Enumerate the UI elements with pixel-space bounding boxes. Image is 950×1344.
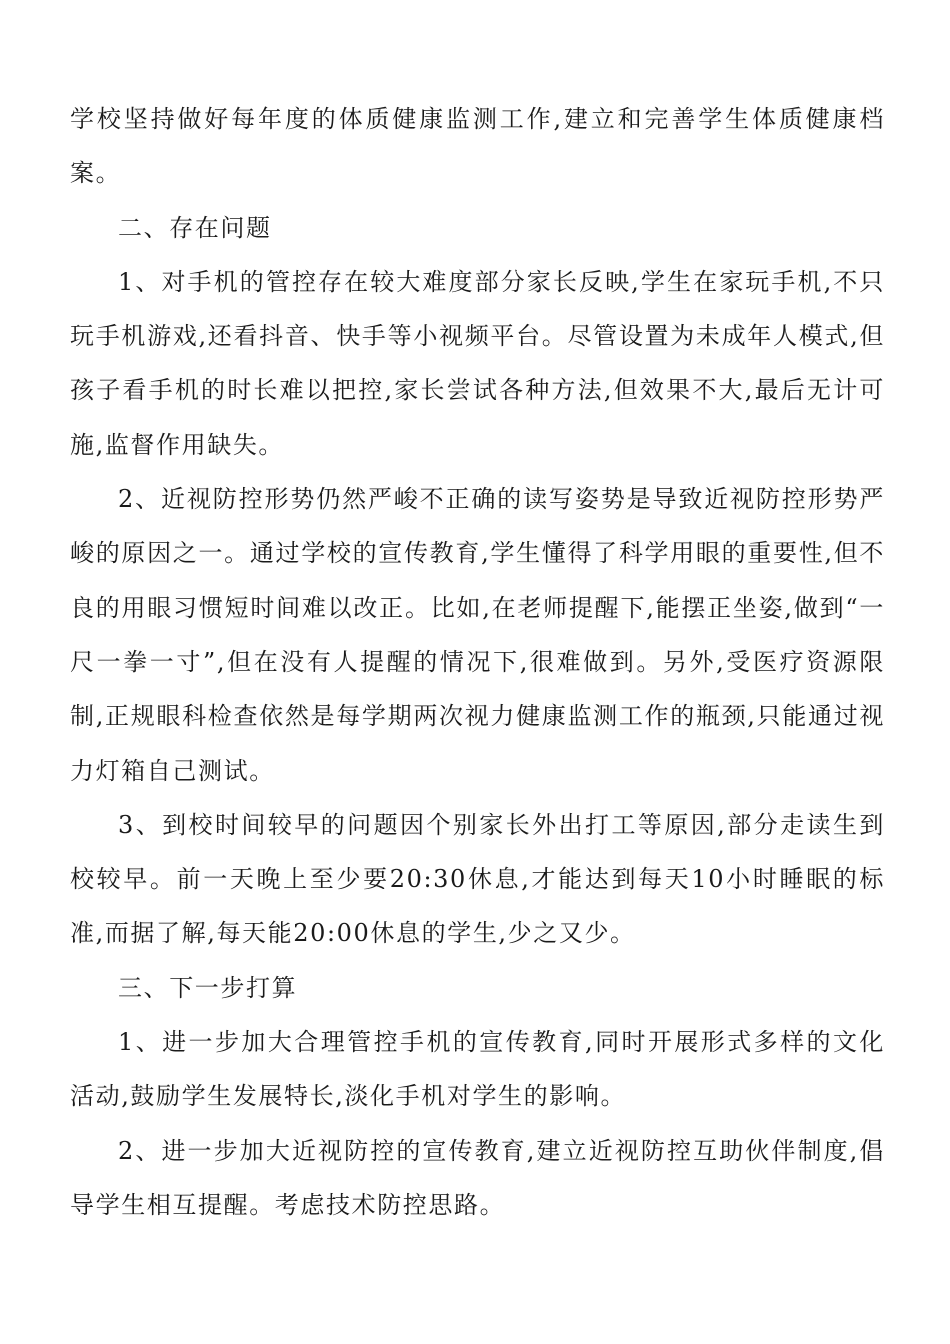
paragraph-phone-control: 1、对手机的管控存在较大难度部分家长反映,学生在家玩手机,不只玩手机游戏,还看抖音、快手等小视频平台。尽管设置为未成年人模式,但孩子看手机的时长难以把控,家长尝试各种方法,但效果不大,最后无计可施,监督作用缺失。 xyxy=(70,267,885,459)
document-body xyxy=(70,92,885,1232)
paragraph-next-step-myopia: 2、进一步加大近视防控的宣传教育,建立近视防控互助伙伴制度,倡导学生相互提醒。考虑技术防控思路。 xyxy=(70,1136,885,1219)
paragraph-next-step-phone: 1、进一步加大合理管控手机的宣传教育,同时开展形式多样的文化活动,鼓励学生发展特长,淡化手机对学生的影响。 xyxy=(70,1028,885,1111)
paragraph-early-arrival: 3、到校时间较早的问题因个别家长外出打工等原因,部分走读生到校较早。前一天晚上至少要20:30休息,才能达到每天10小时睡眠的标准,而据了解,每天能20:00休息的学生,少之又少。 xyxy=(70,810,885,948)
paragraph-health-records: 学校坚持做好每年度的体质健康监测工作,建立和完善学生体质健康档案。 xyxy=(70,105,885,188)
section-heading-problems: 二、存在问题 xyxy=(118,213,272,242)
paragraph-myopia-prevention: 2、近视防控形势仍然严峻不正确的读写姿势是导致近视防控形势严峻的原因之一。通过学校的宣传教育,学生懂得了科学用眼的重要性,但不良的用眼习惯短时间难以改正。比如,在老师提醒下,能摆正坐姿,做到“一尺一拳一寸”,但在没有人提醒的情况下,很难做到。另外,受医疗资源限制,正规眼科检查依然是每学期两次视力健康监测工作的瓶颈,只能通过视力灯箱自己测试。 xyxy=(70,485,885,785)
section-heading-next-steps: 三、下一步打算 xyxy=(118,973,298,1002)
